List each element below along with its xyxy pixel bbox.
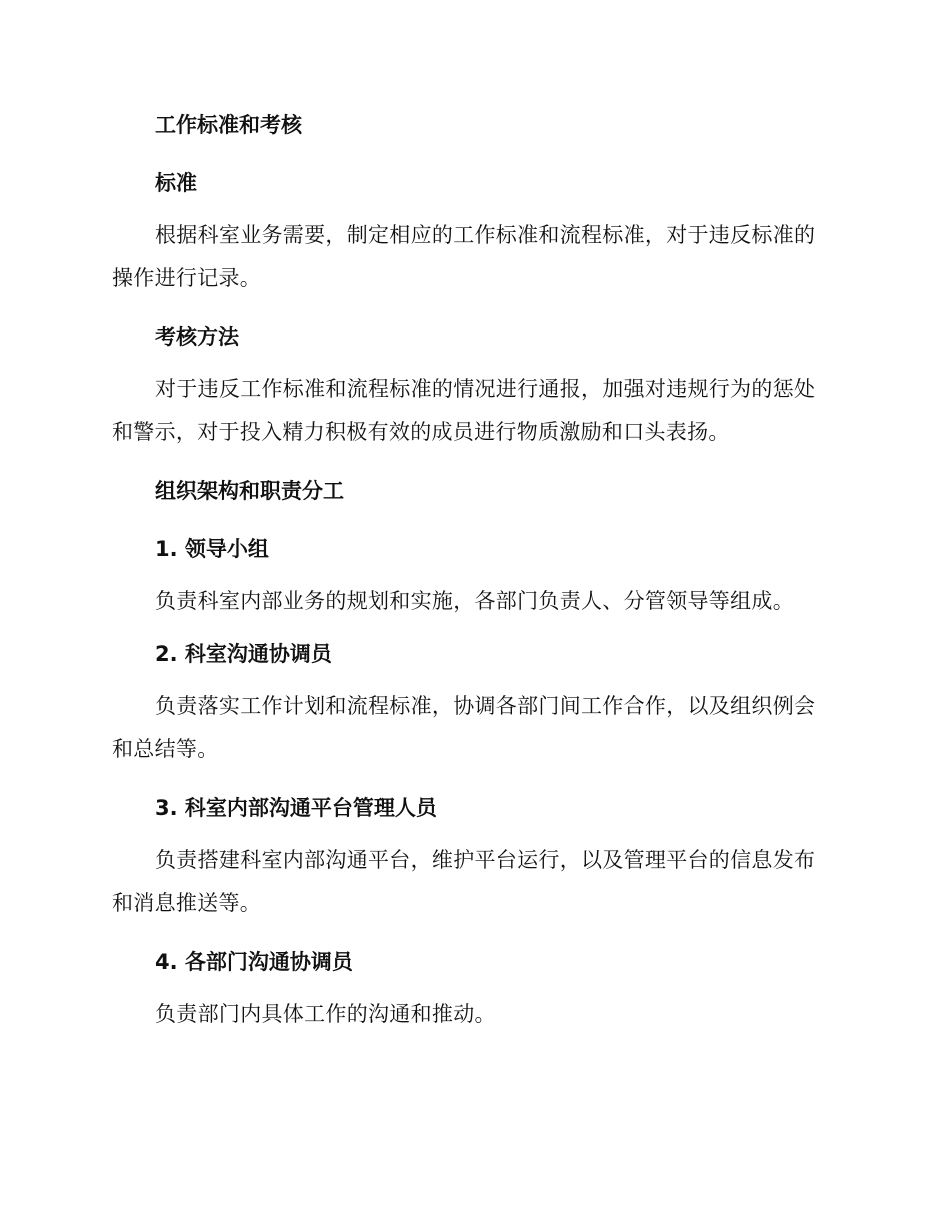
subsection-heading: 考核方法 xyxy=(155,325,239,349)
paragraph: 负责科室内部业务的规划和实施，各部门负责人、分管领导等组成。 xyxy=(155,589,794,613)
paragraph: 负责部门内具体工作的沟通和推动。 xyxy=(155,1002,496,1026)
subsection-heading: 4. 各部门沟通协调员 xyxy=(155,950,353,974)
paragraph: 负责落实工作计划和流程标准，协调各部门间工作合作，以及组织例会和总结等。 xyxy=(112,694,816,761)
section-heading: 工作标准和考核 xyxy=(155,113,302,137)
paragraph: 对于违反工作标准和流程标准的情况进行通报，加强对违规行为的惩处和警示，对于投入精力积极有效的成员进行物质激励和口头表扬。 xyxy=(112,377,816,444)
section-heading: 组织架构和职责分工 xyxy=(155,479,344,503)
subsection-heading: 1. 领导小组 xyxy=(155,537,269,561)
subsection-heading: 标准 xyxy=(155,171,197,195)
paragraph: 根据科室业务需要，制定相应的工作标准和流程标准，对于违反标准的操作进行记录。 xyxy=(112,223,816,290)
document-body xyxy=(112,108,832,1036)
subsection-heading: 3. 科室内部沟通平台管理人员 xyxy=(155,796,437,820)
paragraph: 负责搭建科室内部沟通平台，维护平台运行，以及管理平台的信息发布和消息推送等。 xyxy=(112,848,816,915)
subsection-heading: 2. 科室沟通协调员 xyxy=(155,642,332,666)
